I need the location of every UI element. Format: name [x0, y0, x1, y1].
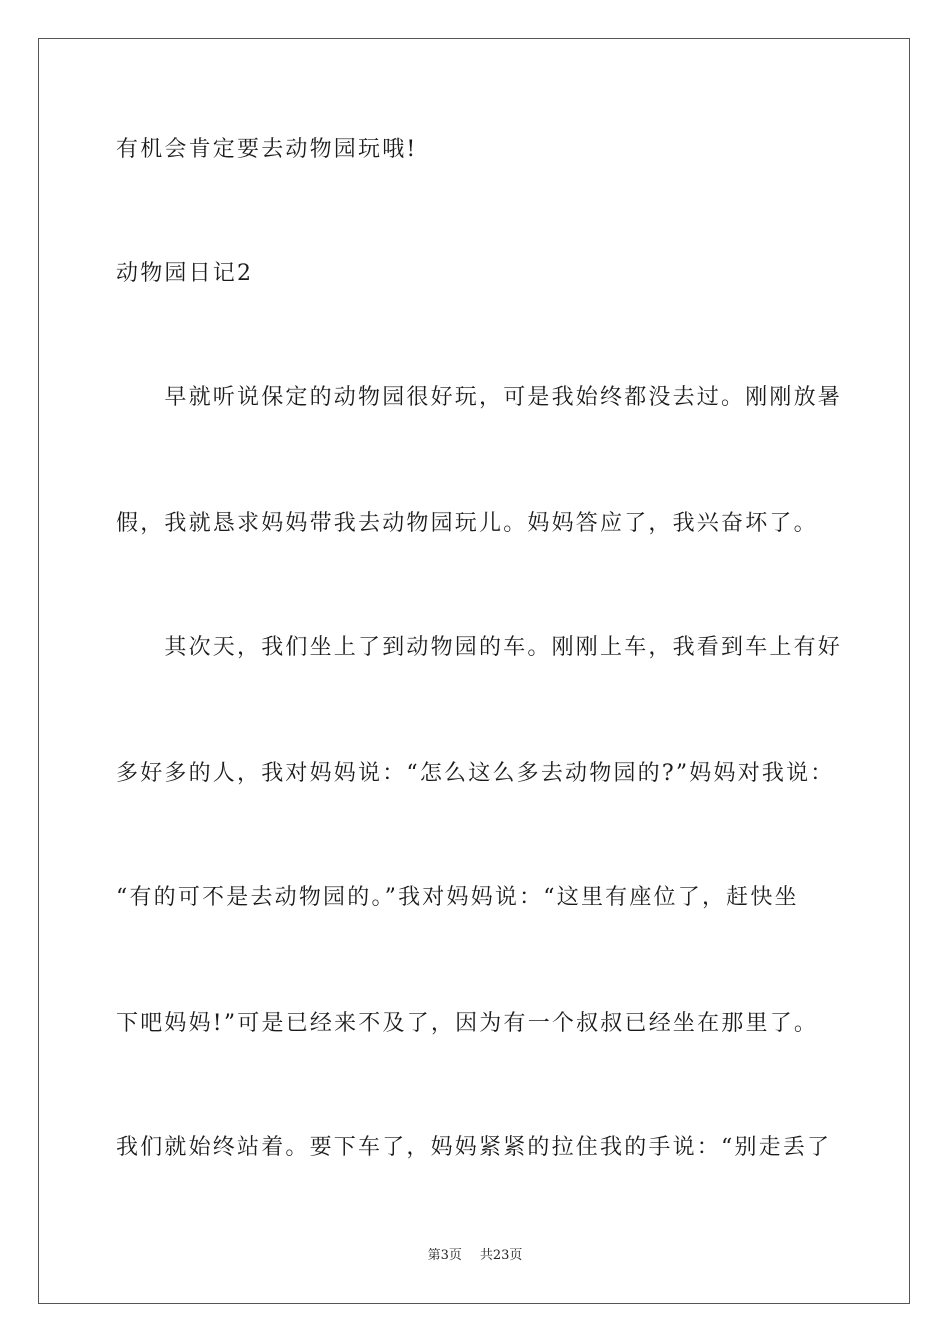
paragraph-line: 假，我就恳求妈妈带我去动物园玩儿。妈妈答应了，我兴奋坏了。 — [116, 511, 818, 536]
page-total: 共23页 — [479, 1248, 523, 1263]
paragraph-line: 有机会肯定要去动物园玩哦! — [116, 137, 418, 162]
paragraph-line: 我们就始终站着。要下车了，妈妈紧紧的拉住我的手说：“别走丢了 — [116, 1135, 832, 1160]
paragraph-line: 多好多的人，我对妈妈说：“怎么这么多去动物园的?”妈妈对我说： — [116, 761, 835, 786]
page-number: 第3页 — [427, 1248, 462, 1263]
paragraph-line: “有的可不是去动物园的。”我对妈妈说：“这里有座位了，赶快坐 — [116, 885, 799, 910]
paragraph-line: 下吧妈妈!”可是已经来不及了，因为有一个叔叔已经坐在那里了。 — [116, 1011, 819, 1036]
section-heading: 动物园日记2 — [116, 261, 254, 286]
page-border — [38, 38, 910, 1304]
page-footer — [0, 1247, 950, 1265]
paragraph-line: 其次天，我们坐上了到动物园的车。刚刚上车，我看到车上有好 — [116, 635, 843, 660]
paragraph-line: 早就听说保定的动物园很好玩，可是我始终都没去过。刚刚放暑 — [116, 385, 843, 410]
